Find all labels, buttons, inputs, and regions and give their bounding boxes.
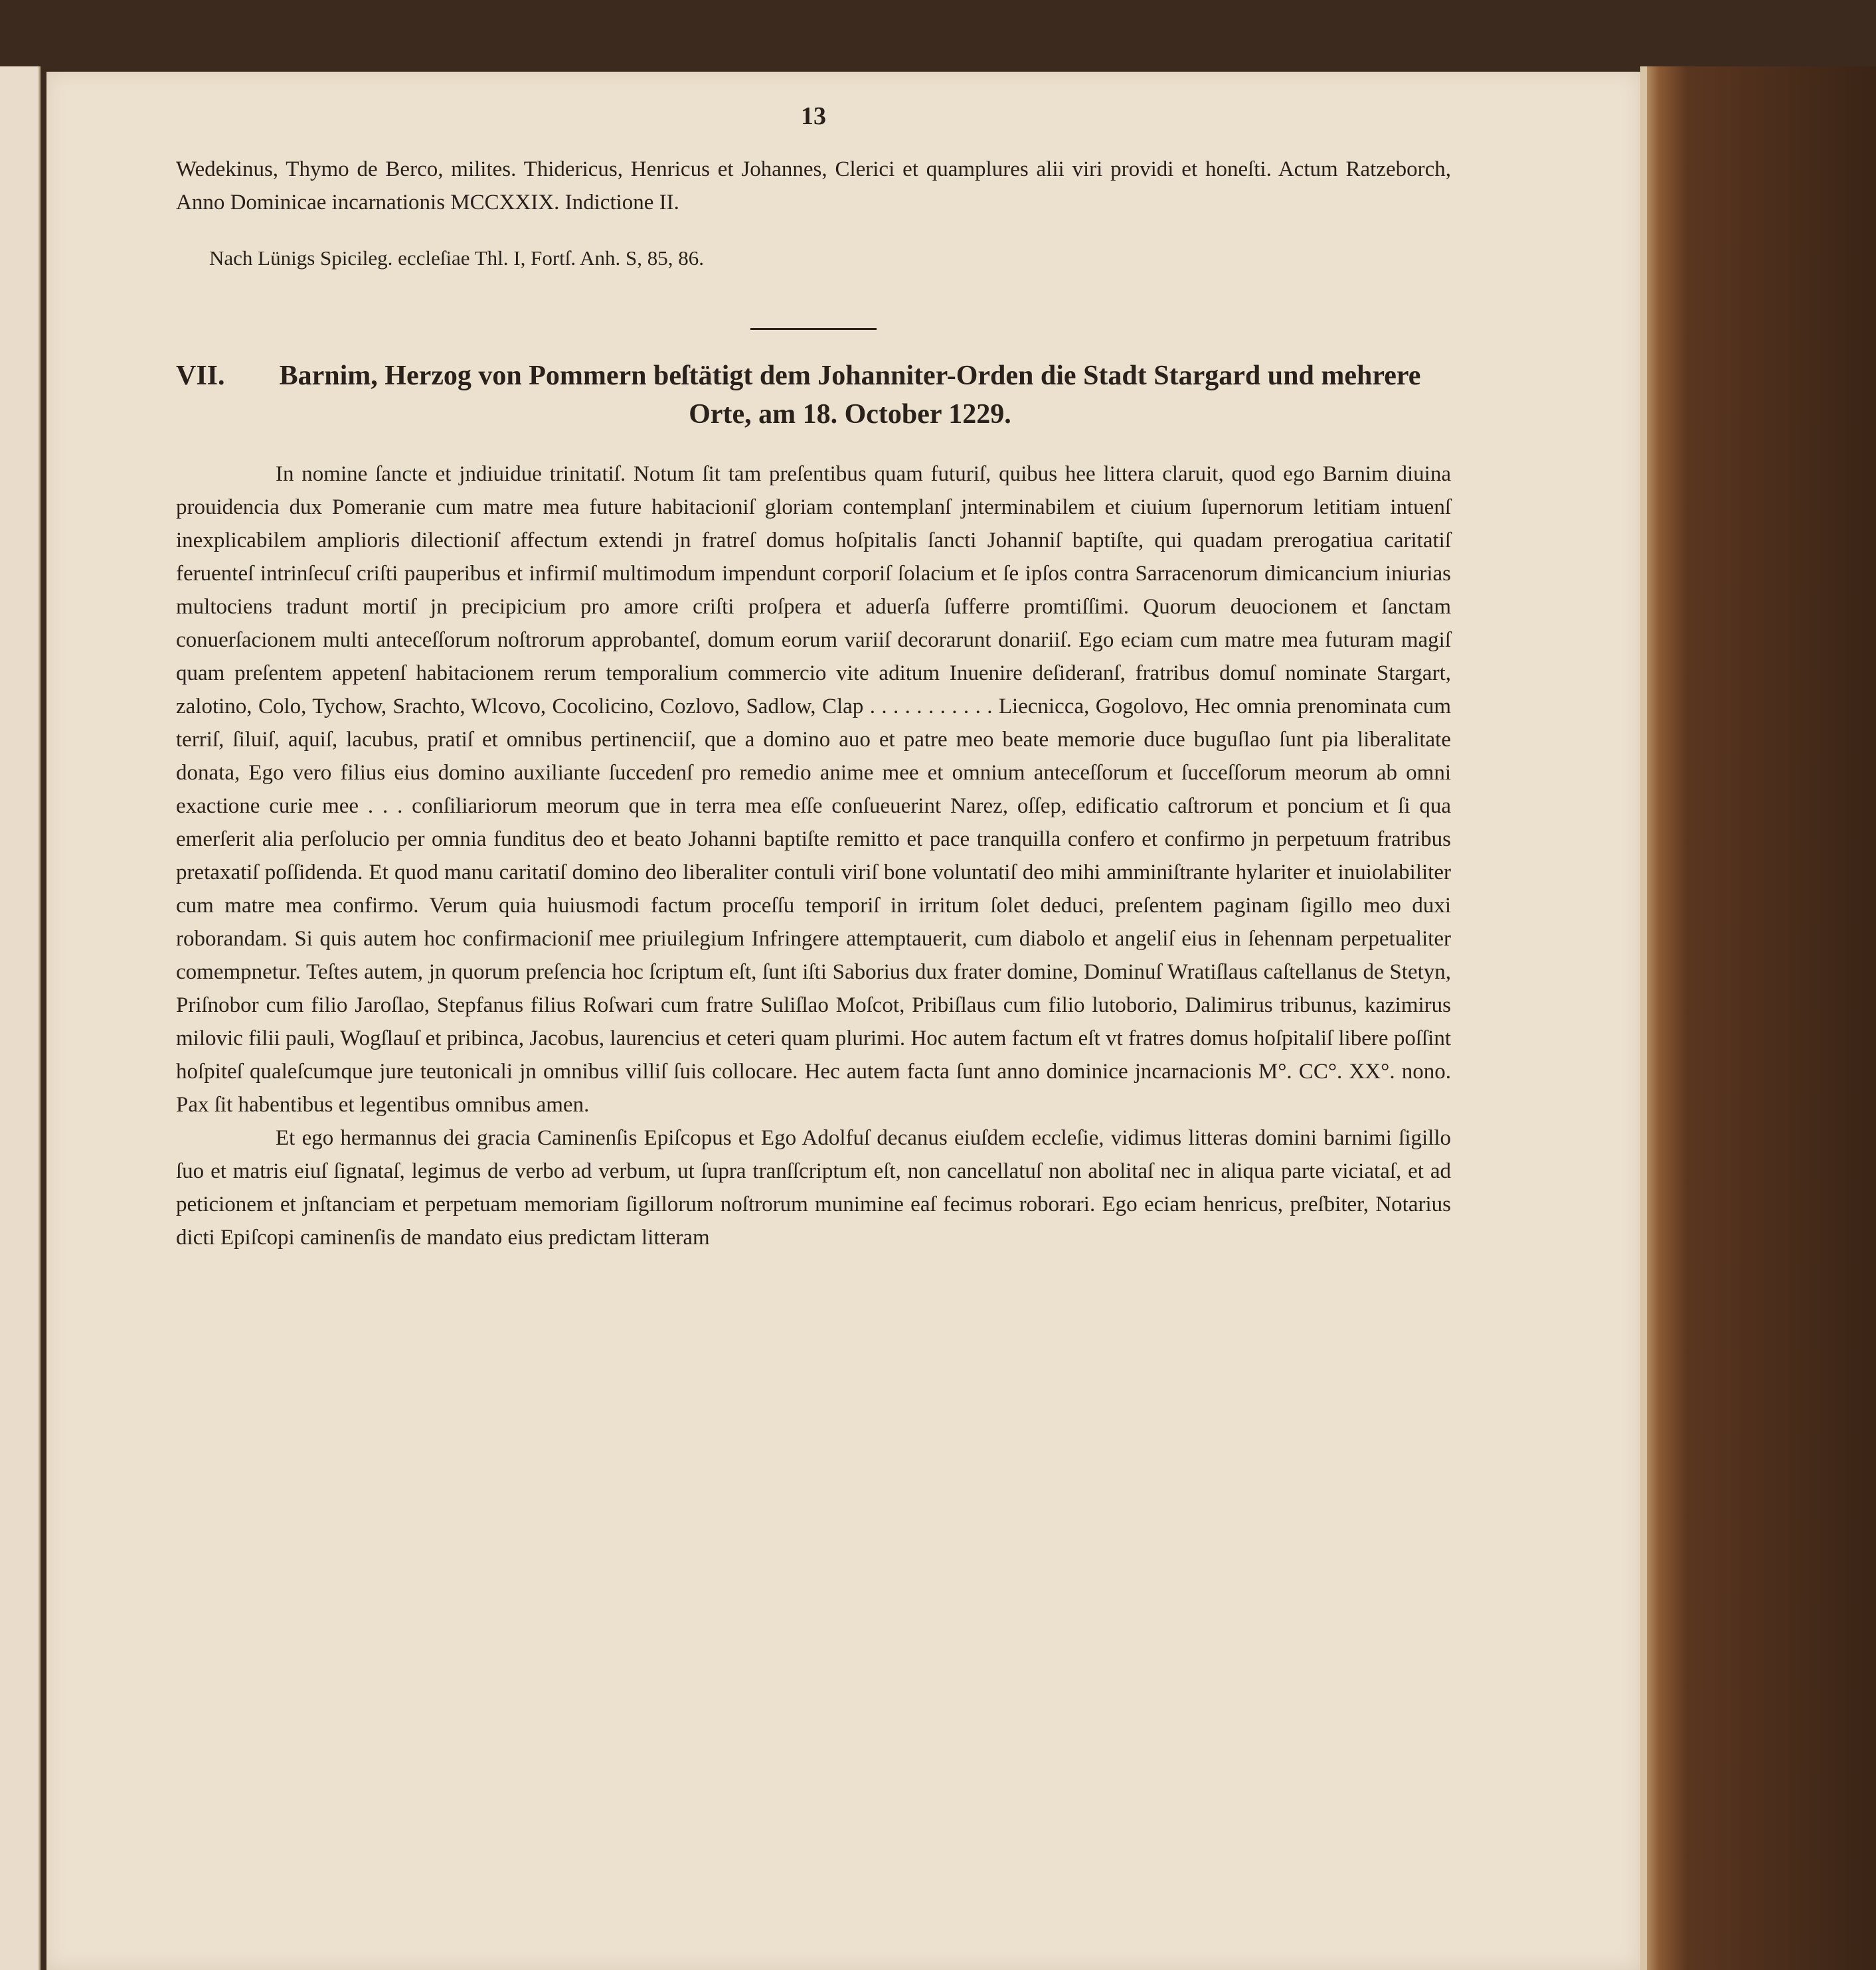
section-heading (176, 357, 1451, 434)
section-number: VII. (176, 361, 225, 391)
facing-page-edge (0, 66, 41, 1970)
book-spine (1640, 66, 1876, 1970)
top-paragraph: Wedekinus, Thymo de Berco, milites. Thidericus, Henricus et Johannes, Clerici et quamplures alii viri providi et honeſti. Actum Ratzeborch, Anno Dominicae incarnationis MCCXXIX. Indictione II. (176, 157, 1451, 214)
section-divider (750, 328, 877, 330)
confirmation-paragraph: Et ego hermannus dei gracia Caminenſis Epiſcopus et Ego Adolfuſ decanus eiuſdem eccleſie, vidimus litteras domini barnimi ſigillo ſuo et matris eiuſ ſignataſ, legimus de verbo ad verbum, ut ſupra tranſſcriptum eſt, non cancellatuſ non abolitaſ nec in aliqua parte viciataſ, et ad peticionem et jnſtanciam et perpetuam memoriam ſigillorum noſtrorum munimine eaſ fecimus roborari. Ego eciam henricus, preſbiter, Notarius dicti Epiſcopi caminenſis de mandato eius predictam litteram (176, 1126, 1451, 1250)
charter-paragraph: In nomine ſancte et jndiuidue trinitatiſ. Notum ſit tam preſentibus quam futuriſ, quibus hee littera claruit, quod ego Barnim diuina prouidencia dux Pomeranie cum matre mea future habitacioniſ gloriam contemplanſ jnterminabilem et ciuium ſupernorum letitiam intuenſ inexplicabilem amplioris dilectioniſ affectum extendi jn fratreſ domus hoſpitalis ſancti Johanniſ baptiſte, qui quadam prerogatiua caritatiſ feruenteſ intrinſecuſ criſti pauperibus et infirmiſ multimodum impendunt corporiſ ſolacium et ſe ipſos contra Sarracenorum dimicancium iniurias multociens tradunt mortiſ jn precipicium pro amore criſti proſpera et aduerſa ſufferre promtiſſimi. Quorum deuocionem et ſanctam conuerſacionem multi anteceſſorum noſtrorum approbanteſ, domum eorum variiſ decorarunt donariiſ. Ego eciam cum matre mea futuram magiſ quam preſentem appetenſ habitacionem rerum temporalium commercio vite aditum Inuenire deſideranſ, fratribus domuſ nominate Stargart, zalotino, Colo, Tychow, Srachto, Wlcovo, Cocolicino, Cozlovo, Sadlow, Clap . . . . . . . . . . . Liecnicca, Gogolovo, Hec omnia prenominata cum terriſ, ſiluiſ, aquiſ, lacubus, pratiſ et omnibus pertinenciiſ, que a domino auo et patre meo beate memorie duce buguſlao ſunt pia liberalitate donata, Ego vero filius eius domino auxiliante ſuccedenſ pro remedio anime mee et omnium anteceſſorum et ſucceſſorum meorum ab omni exactione curie mee . . . conſiliariorum meorum que in terra mea eſſe conſueuerint Narez, oſſep, edificatio caſtrorum et poncium et ſi qua emerſerit alia perſolucio per omnia funditus deo et beato Johanni baptiſte remitto et pace tranquilla confero et confirmo jn perpetuum fratribus pretaxatiſ poſſidenda. Et quod manu caritatiſ domino deo liberaliter contuli viriſ bone voluntatiſ deo mihi amminiſtrante hylariter et inuiolabiliter cum matre mea confirmo. Verum quia huiusmodi factum proceſſu temporiſ in irritum ſolet deduci, preſentem paginam ſigillo meo duxi roborandam. Si quis autem hoc confirmacioniſ mee priuilegium Infringere attemptauerit, cum diabolo et angeliſ eius in ſehennam perpetualiter comempnetur. Teſtes autem, jn quorum preſencia hoc ſcriptum eſt, ſunt iſti Saborius dux frater domine, Dominuſ Wratiſlaus caſtellanus de Stetyn, Priſnobor cum filio Jaroſlao, Stepfanus filius Roſwari cum fratre Suliſlao Moſcot, Pribiſlaus cum filio lutoborio, Dalimirus tribunus, kazimirus milovic filii pauli, Wogſlauſ et pribinca, Jacobus, laurencius et ceteri quam plurimi. Hoc autem factum eſt vt fratres domus hoſpitaliſ libere poſſint hoſpiteſ qualeſcumque jure teutonicali jn omnibus villiſ ſuis collocare. Hec autem facta ſunt anno dominice jncarnacionis M°. CC°. XX°. nono. Pax ſit habentibus et legentibus omnibus amen. (176, 462, 1451, 1117)
page-number: 13 (801, 102, 826, 130)
source-note: Nach Lünigs Spicileg. eccleſiae Thl. I, Fortſ. Anh. S, 85, 86. (209, 246, 705, 270)
page-edge (1640, 66, 1647, 1970)
section-title: Barnim, Herzog von Pommern beſtätigt dem Johanniter-Orden die Stadt Stargard und mehrere Orte, am 18. October 1229. (279, 361, 1421, 430)
page-content (176, 100, 1451, 1254)
